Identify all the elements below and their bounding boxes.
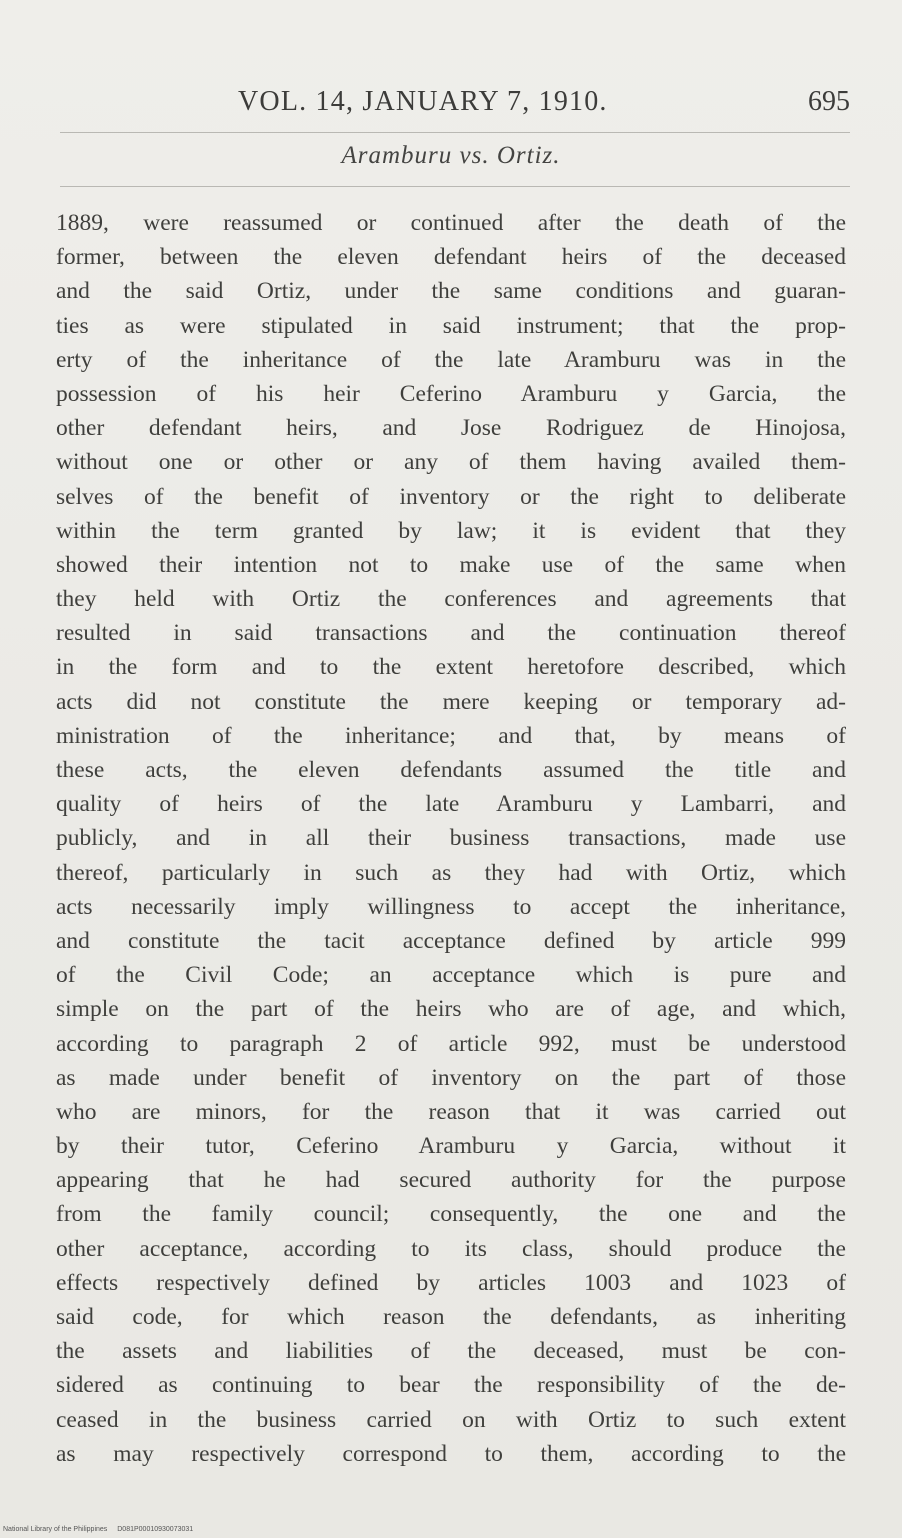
scan-footer (3, 1526, 201, 1533)
text-line: as made under benefit of inventory on the part of those (56, 1064, 846, 1091)
text-line: ministration of the inheritance; and that, by means of (56, 722, 846, 749)
text-line: acts necessarily imply willingness to accept the inheritance, (56, 893, 846, 920)
text-line: the assets and liabilities of the deceased, must be con- (56, 1338, 846, 1365)
header-rule-bottom (60, 186, 850, 187)
body-text (56, 206, 846, 1471)
text-line: sidered as continuing to bear the responsibility of the de- (56, 1372, 846, 1399)
text-line: these acts, the eleven defendants assumed the title and (56, 757, 846, 783)
text-line: publicly, and in all their business transactions, made use (56, 825, 846, 852)
text-line: other acceptance, according to its class, should produce the (56, 1235, 846, 1262)
case-title: Aramburu vs. Ortiz. (341, 142, 561, 169)
header-rule-top (60, 132, 850, 133)
text-line: without one or other or any of them having availed them- (56, 449, 846, 476)
text-line: ceased in the business carried on with Ortiz to such extent (56, 1406, 846, 1433)
text-line: ties as were stipulated in said instrument; that the prop- (56, 312, 846, 339)
text-line: erty of the inheritance of the late Aramburu was in the (56, 346, 846, 373)
text-line: who are minors, for the reason that it was carried out (56, 1098, 846, 1125)
text-line: acts did not constitute the mere keeping or temporary ad- (56, 688, 846, 715)
text-line: from the family council; consequently, the one and the (56, 1201, 846, 1228)
text-line: they held with Ortiz the conferences and agreements that (56, 586, 846, 613)
running-title: VOL. 14, JANUARY 7, 1910. (238, 86, 608, 117)
text-line: resulted in said transactions and the continuation thereof (56, 620, 846, 647)
text-line: thereof, particularly in such as they had with Ortiz, which (56, 859, 846, 886)
text-line: and the said Ortiz, under the same conditions and guaran- (56, 278, 846, 305)
text-line: possession of his heir Ceferino Aramburu y Garcia, the (56, 380, 846, 407)
text-line: as may respectively correspond to them, according to the (56, 1440, 846, 1467)
page-number: 695 (808, 86, 850, 117)
text-line: appearing that he had secured authority for the purpose (56, 1167, 846, 1194)
text-line: 1889, were reassumed or continued after the death of the (56, 210, 846, 236)
footer-identifier: D081P00010930073031 (117, 1526, 194, 1533)
text-line: by their tutor, Ceferino Aramburu y Garcia, without it (56, 1133, 846, 1160)
footer-source: National Library of the Philippines (3, 1526, 108, 1533)
text-line: according to paragraph 2 of article 992, must be understood (56, 1030, 846, 1057)
text-line: quality of heirs of the late Aramburu y Lambarri, and (56, 791, 846, 818)
text-line: effects respectively defined by articles 1003 and 1023 of (56, 1269, 846, 1296)
text-line: other defendant heirs, and Jose Rodriguez de Hinojosa, (56, 415, 846, 442)
text-line: former, between the eleven defendant heirs of the deceased (56, 244, 846, 271)
text-line: showed their intention not to make use of the same when (56, 551, 846, 578)
running-head (60, 86, 850, 126)
text-line: and constitute the tacit acceptance defined by article 999 (56, 927, 846, 954)
text-line: said code, for which reason the defendants, as inheriting (56, 1304, 846, 1330)
text-line: in the form and to the extent heretofore described, which (56, 654, 846, 681)
text-line: of the Civil Code; an acceptance which is pure and (56, 962, 846, 989)
text-line: selves of the benefit of inventory or the right to deliberate (56, 483, 846, 510)
text-line: simple on the part of the heirs who are of age, and which, (56, 996, 846, 1023)
text-line: within the term granted by law; it is evident that they (56, 517, 846, 544)
